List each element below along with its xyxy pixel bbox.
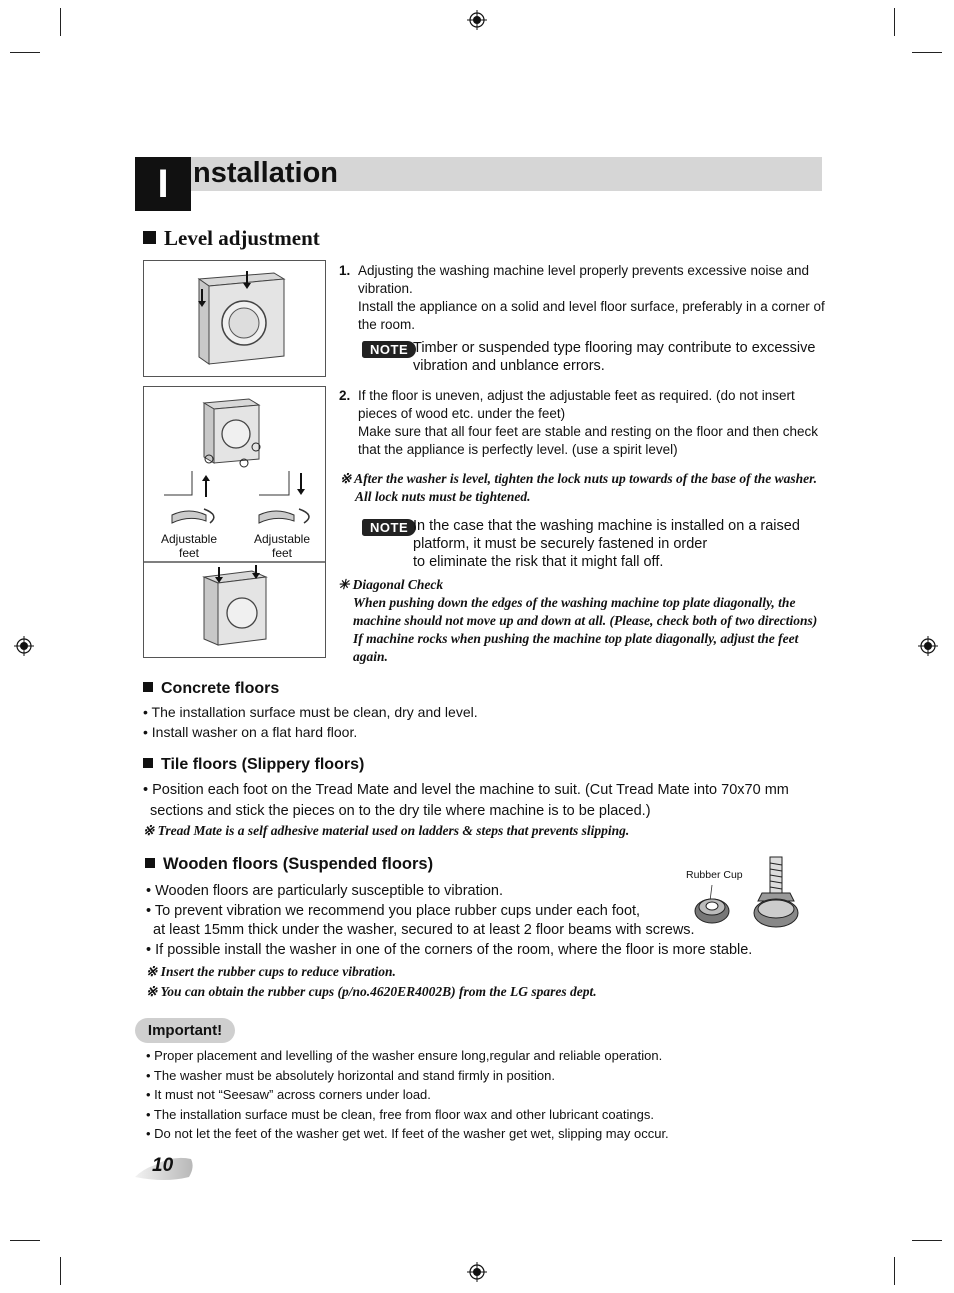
wooden-text xyxy=(146,882,752,960)
text-line: • Wooden floors are particularly susceptible to vibration. xyxy=(146,883,504,899)
feet-label-line: feet xyxy=(271,546,292,560)
text-line: If the floor is uneven, adjust the adjustable feet as required. (do not insert xyxy=(358,388,795,403)
text-line: • Position each foot on the Tread Mate and level the machine to suit. (Cut Tread Mate into 70x70 mm xyxy=(143,782,789,798)
bullet-square-icon xyxy=(143,758,153,768)
note1-text xyxy=(413,339,815,375)
step-number: 2. xyxy=(339,388,351,403)
text-line: ※ After the washer is level, tighten the lock nuts up towards of the base of the washer. xyxy=(340,471,817,486)
bullet-square-icon xyxy=(143,682,153,692)
wooden-notes xyxy=(146,962,597,1002)
bullet-square-icon xyxy=(143,231,156,244)
diagonal-check-title: ✳ Diagonal Check xyxy=(338,577,444,592)
note-badge-text: NOTE xyxy=(362,519,416,536)
registration-mark-icon xyxy=(14,636,34,656)
feet-label-line: Adjustable xyxy=(160,532,218,546)
crop-mark xyxy=(60,1257,61,1285)
section-heading-wooden xyxy=(145,855,433,874)
crop-mark xyxy=(894,1257,895,1285)
tile-note: ※ Tread Mate is a self adhesive material used on ladders & steps that prevents slipping. xyxy=(143,823,630,838)
crop-mark xyxy=(10,1240,40,1241)
page-title: nstallation xyxy=(193,157,339,189)
diagonal-check xyxy=(338,576,828,666)
text-line: machine should not move up and down at all. (Please, check both of two directions) xyxy=(353,613,818,628)
registration-mark-icon xyxy=(918,636,938,656)
section-heading-text: Tile floors (Slippery floors) xyxy=(161,756,365,773)
note-badge-text: NOTE xyxy=(362,341,416,358)
section-heading-concrete xyxy=(143,680,279,698)
text-line: pieces of wood etc. under the feet) xyxy=(358,406,566,421)
text-line: ※ Insert the rubber cups to reduce vibration. xyxy=(146,964,396,979)
text-line: sections and stick the pieces on to the dry tile where machine is to be placed.) xyxy=(150,803,651,819)
registration-mark-icon xyxy=(467,1262,487,1282)
note2-text xyxy=(413,517,800,571)
step-number: 1. xyxy=(339,263,351,278)
crop-mark xyxy=(912,52,942,53)
title-initial: I xyxy=(157,162,169,206)
text-line: Timber or suspended type flooring may contribute to excessive xyxy=(413,340,816,356)
lock-nut-warning xyxy=(340,470,830,506)
feet-label-2 xyxy=(242,532,322,560)
text-line: ※ You can obtain the rubber cups (p/no.4620ER4002B) from the LG spares dept. xyxy=(146,984,597,999)
text-line: at least 15mm thick under the washer, secured to at least 2 floor beams with screws. xyxy=(153,922,695,938)
washer-illustration-icon xyxy=(144,261,325,376)
list-item: • Install washer on a flat hard floor. xyxy=(143,724,358,740)
text-line: If machine rocks when pushing the machine top plate diagonally, adjust the feet xyxy=(353,631,799,646)
crop-mark xyxy=(894,8,895,36)
important-bullets xyxy=(146,1046,669,1144)
crop-mark xyxy=(912,1240,942,1241)
section-heading-text: Level adjustment xyxy=(164,226,320,250)
crop-mark xyxy=(60,8,61,36)
important-label: Important! xyxy=(135,1018,235,1043)
section-heading-text: Concrete floors xyxy=(161,680,280,697)
text-line: • If possible install the washer in one of the corners of the room, where the floor is more stable. xyxy=(146,941,753,958)
text-line: platform, it must be securely fastened in order xyxy=(413,536,708,552)
text-line: All lock nuts must be tightened. xyxy=(355,489,531,504)
section-heading-text: Wooden floors (Suspended floors) xyxy=(163,855,434,873)
bullet-square-icon xyxy=(145,858,155,868)
text-line: When pushing down the edges of the washing machine top plate diagonally, the xyxy=(353,595,796,610)
feet-label-1 xyxy=(149,532,229,560)
text-line: • To prevent vibration we recommend you place rubber cups under each foot, xyxy=(146,902,641,919)
text-line: the room. xyxy=(358,317,416,332)
list-item: • The installation surface must be clean, free from floor wax and other lubricant coatings. xyxy=(146,1106,654,1122)
step2-text xyxy=(358,387,828,459)
list-item: • It must not “Seesaw” across corners under load. xyxy=(146,1087,431,1103)
rubber-cup-icon xyxy=(690,853,805,933)
text-line: again. xyxy=(353,649,388,664)
list-item: • Proper placement and levelling of the washer ensure long,regular and reliable operation. xyxy=(146,1048,663,1063)
note-badge xyxy=(362,341,416,359)
text-line: Make sure that all four feet are stable and resting on the floor and then check xyxy=(358,424,819,439)
rubber-cup-label: Rubber Cup xyxy=(686,869,743,881)
washer-illustration-2 xyxy=(143,386,326,658)
text-line: vibration. xyxy=(358,281,413,296)
page-number: 10 xyxy=(152,1155,174,1176)
text-line: that the appliance is perfectly level. (use a spirit level) xyxy=(358,442,678,457)
list-item: • Do not let the feet of the washer get wet. If feet of the washer get wet, slipping may occur. xyxy=(146,1126,669,1142)
section-heading-level xyxy=(143,226,320,251)
feet-label-line: Adjustable xyxy=(253,532,311,546)
step1-text xyxy=(358,262,828,334)
concrete-bullets xyxy=(143,703,478,741)
list-item: • The installation surface must be clean, dry and level. xyxy=(143,704,478,720)
list-item: • The washer must be absolutely horizontal and stand firmly in position. xyxy=(146,1067,555,1083)
text-line: vibration and unblance errors. xyxy=(413,358,605,374)
note-badge xyxy=(362,519,416,537)
text-line: In the case that the washing machine is installed on a raised xyxy=(413,518,800,534)
washer-illustration-1 xyxy=(143,260,326,377)
feet-label-line: feet xyxy=(178,546,199,560)
tile-text xyxy=(143,780,789,822)
crop-mark xyxy=(10,52,40,53)
text-line: to eliminate the risk that it might fall off. xyxy=(413,554,664,570)
section-heading-tile xyxy=(143,756,364,774)
text-line: Install the appliance on a solid and level floor surface, preferably in a corner of xyxy=(358,299,825,314)
registration-mark-icon xyxy=(467,10,487,30)
adjustable-feet-illustration-icon xyxy=(144,387,325,657)
text-line: Adjusting the washing machine level properly prevents excessive noise and xyxy=(358,263,810,278)
